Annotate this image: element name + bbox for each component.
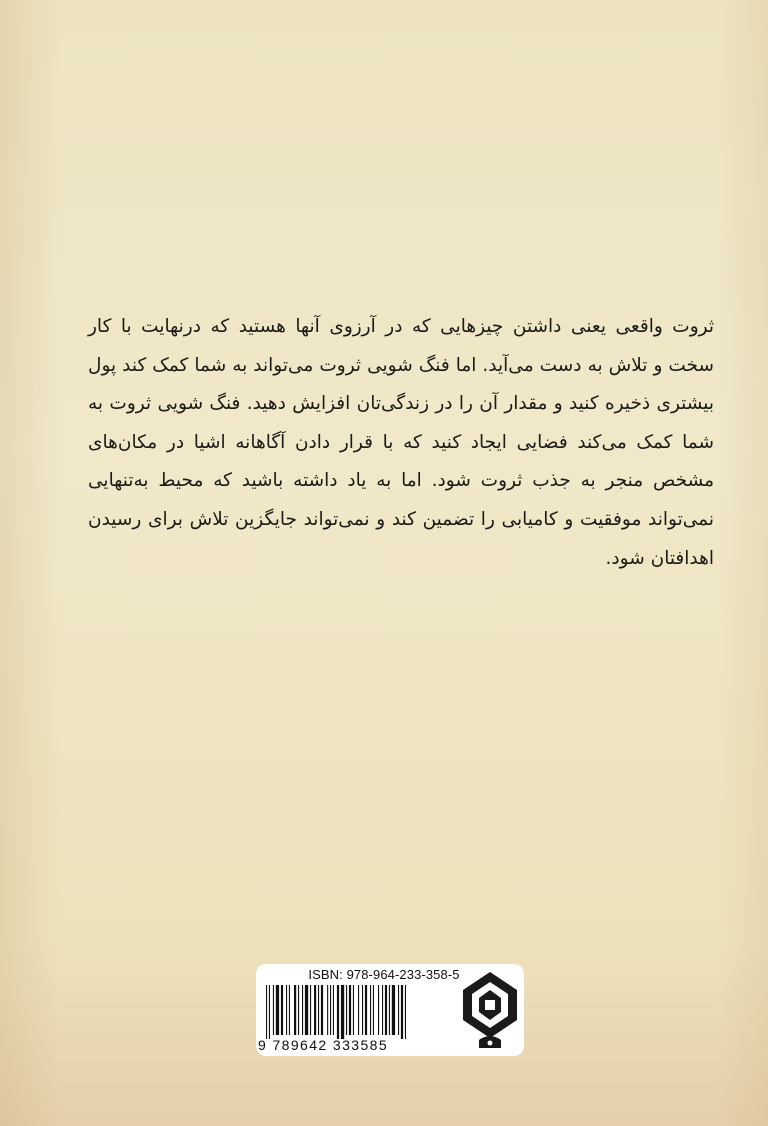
barcode-bar (341, 985, 344, 1039)
barcode-bar (378, 985, 379, 1035)
barcode-bar (382, 985, 383, 1035)
back-cover-paragraph: ثروت واقعی یعنی داشتن چیزهایی که در آرزوی آنها هستید که درنهایت با کار سخت و تلاش به دست می‌آید. اما فنگ شویی ثروت می‌تواند به شما کمک کند پول بیشتری ذخیره کنید و مقدار آن را در زندگی‌تان افزایش دهید. فنگ شویی ثروت به شما کمک می‌کند فضایی ایجاد کنید که با قرار دادن آگاهانه اشیا در مکان‌های مشخص منجر به جذب ثروت شود. اما به یاد داشته باشید که محیط به‌تنهایی نمی‌تواند موفقیت و کامیابی را تضمین کند و نمی‌تواند جایگزین تلاش برای رسیدن اهدافتان شود. (88, 316, 714, 569)
barcode-bar (281, 985, 283, 1035)
barcode-bar (389, 985, 390, 1035)
barcode-bar (353, 985, 354, 1035)
barcode-bar (286, 985, 287, 1035)
barcode-bar (318, 985, 319, 1035)
barcode-bar (305, 985, 308, 1035)
barcode-bar (289, 985, 290, 1035)
barcode-bar (337, 985, 339, 1039)
barcode-bar (333, 985, 334, 1035)
barcode-bar (327, 985, 328, 1035)
barcode-bar (365, 985, 367, 1035)
barcode-bar (370, 985, 371, 1035)
barcode-bar (269, 985, 270, 1039)
barcode-bar (349, 985, 351, 1035)
barcode-bar (373, 985, 374, 1035)
barcode-bar (298, 985, 299, 1035)
barcode-bar (302, 985, 303, 1035)
isbn-text: ISBN: 978-964-233-358-5 (308, 967, 460, 982)
barcode-bar (330, 985, 331, 1035)
barcode-bar (392, 985, 395, 1035)
barcode-bar (314, 985, 316, 1035)
barcode-bar (398, 985, 399, 1035)
barcode-bar (294, 985, 296, 1035)
barcode-bar (358, 985, 359, 1035)
publisher-logo-icon (461, 970, 519, 1052)
barcode-bar (401, 985, 403, 1039)
barcode-bar (405, 985, 406, 1039)
barcode-label (256, 964, 524, 1056)
barcode-bar (346, 985, 347, 1035)
barcode-digits: 9 789642 333585 (258, 1037, 388, 1053)
barcode-bar (276, 985, 279, 1035)
barcode-bars (264, 985, 456, 1039)
barcode-bar (385, 985, 387, 1035)
barcode-bar (321, 985, 323, 1035)
back-cover-text (88, 308, 714, 578)
barcode-bar (273, 985, 274, 1035)
barcode-bar (310, 985, 311, 1035)
barcode-bar (362, 985, 363, 1035)
barcode-bar (266, 985, 267, 1039)
